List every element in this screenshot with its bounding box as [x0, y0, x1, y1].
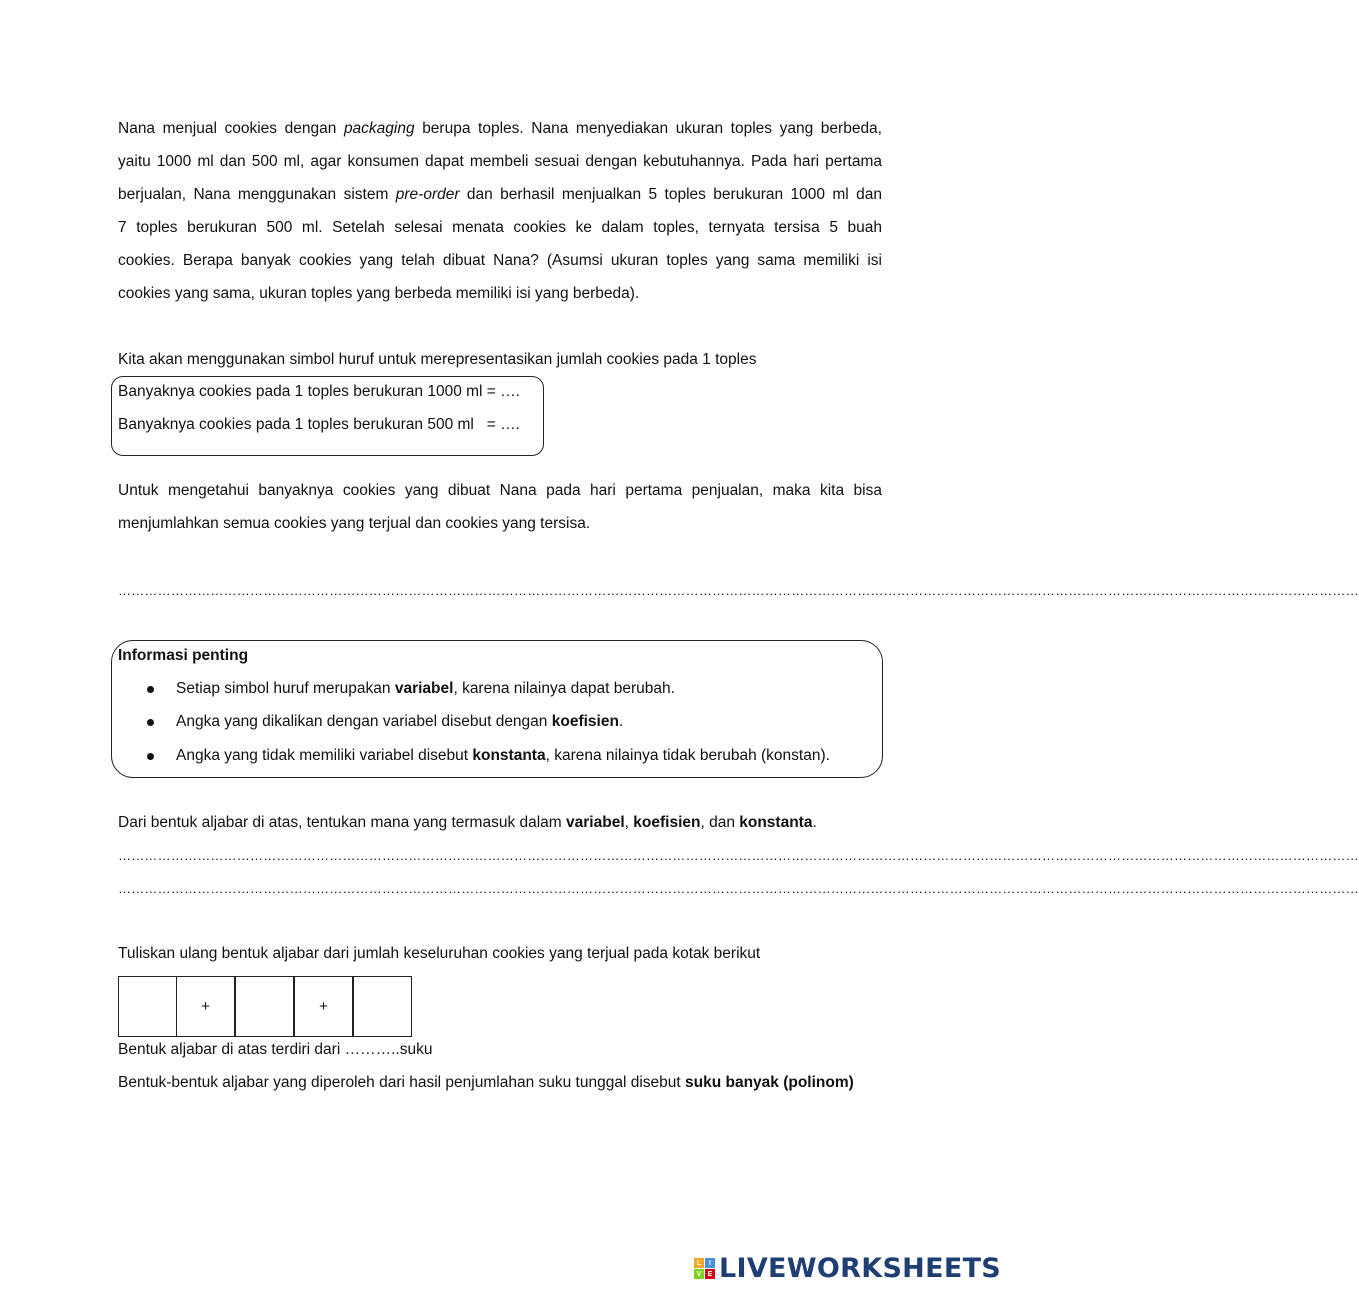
bullet-icon: [147, 753, 154, 760]
info-box-title: Informasi penting: [118, 647, 249, 664]
liveworksheets-logo: [694, 1253, 1001, 1284]
logo-block: E: [705, 1269, 715, 1279]
term-box-2[interactable]: [235, 976, 294, 1037]
plus-sign: +: [319, 998, 328, 1015]
rewrite-instruction: Tuliskan ulang bentuk aljabar dari jumlah keseluruhan cookies yang terjual pada kotak berikut: [118, 945, 761, 962]
terms-count-line[interactable]: Bentuk aljabar di atas terdiri dari ………..suku: [118, 1041, 433, 1058]
term-box-1[interactable]: [118, 976, 177, 1037]
plus-box-2: [294, 976, 353, 1037]
sum-text-line-2: menjumlahkan semua cookies yang terjual dan cookies yang tersisa.: [118, 515, 591, 532]
info-bullet-variabel: Setiap simbol huruf merupakan variabel, karena nilainya dapat berubah.: [176, 680, 675, 697]
sum-text-line-1: Untuk mengetahui banyaknya cookies yang dibuat Nana pada hari pertama penjualan, maka kita bisa: [118, 482, 882, 499]
polynomial-definition: Bentuk-bentuk aljabar yang diperoleh dari hasil penjumlahan suku tunggal disebut suku banyak (polinom): [118, 1074, 854, 1091]
symbol-row-500ml[interactable]: Banyaknya cookies pada 1 toples berukuran 500 ml = ….: [118, 416, 520, 433]
symbol-intro: Kita akan menggunakan simbol huruf untuk merepresentasikan jumlah cookies pada 1 toples: [118, 351, 757, 368]
plus-sign: +: [201, 998, 210, 1015]
plus-box-1: [176, 976, 235, 1037]
intro-line-5: cookies. Berapa banyak cookies yang telah dibuat Nana? (Asumsi ukuran toples yang sama memiliki isi: [118, 252, 882, 269]
logo-blocks-icon: [694, 1258, 715, 1279]
symbol-row-1000ml[interactable]: Banyaknya cookies pada 1 toples berukuran 1000 ml = ….: [118, 383, 520, 400]
info-bullet-konstanta: Angka yang tidak memiliki variabel disebut konstanta, karena nilainya tidak berubah (konstan).: [176, 747, 830, 764]
identify-question: Dari bentuk aljabar di atas, tentukan mana yang termasuk dalam variabel, koefisien, dan konstanta.: [118, 814, 817, 831]
identify-answer-line-2[interactable]: …………………………………………………………………………………………………………………………………………………………………………………………………………………………………………………………: [118, 881, 1359, 896]
identify-answer-line-1[interactable]: …………………………………………………………………………………………………………………………………………………………………………………………………………………………………………………………: [118, 848, 1359, 863]
intro-line-4: 7 toples berukuran 500 ml. Setelah selesai menata cookies ke dalam toples, ternyata tersisa 5 buah: [118, 219, 882, 236]
answer-line[interactable]: …………………………………………………………………………………………………………………………………………………………………………………………………………………………………………………………: [118, 583, 1359, 598]
info-bullet-koefisien: Angka yang dikalikan dengan variabel disebut dengan koefisien.: [176, 713, 624, 730]
term-box-3[interactable]: [353, 976, 412, 1037]
logo-block: L: [694, 1258, 704, 1268]
bullet-icon: [147, 719, 154, 726]
logo-text: LIVEWORKSHEETS: [719, 1253, 1002, 1284]
intro-line-1: Nana menjual cookies dengan packaging berupa toples. Nana menyediakan ukuran toples yang berbeda,: [118, 120, 882, 137]
intro-line-3: berjualan, Nana menggunakan sistem pre-order dan berhasil menjualkan 5 toples berukuran 1000 ml dan: [118, 186, 882, 203]
logo-block: V: [694, 1269, 704, 1279]
intro-line-6: cookies yang sama, ukuran toples yang berbeda memiliki isi yang berbeda).: [118, 285, 640, 302]
intro-line-2: yaitu 1000 ml dan 500 ml, agar konsumen dapat membeli sesuai dengan kebutuhannya. Pada hari pertama: [118, 153, 882, 170]
bullet-icon: [147, 686, 154, 693]
logo-block: I: [705, 1258, 715, 1268]
